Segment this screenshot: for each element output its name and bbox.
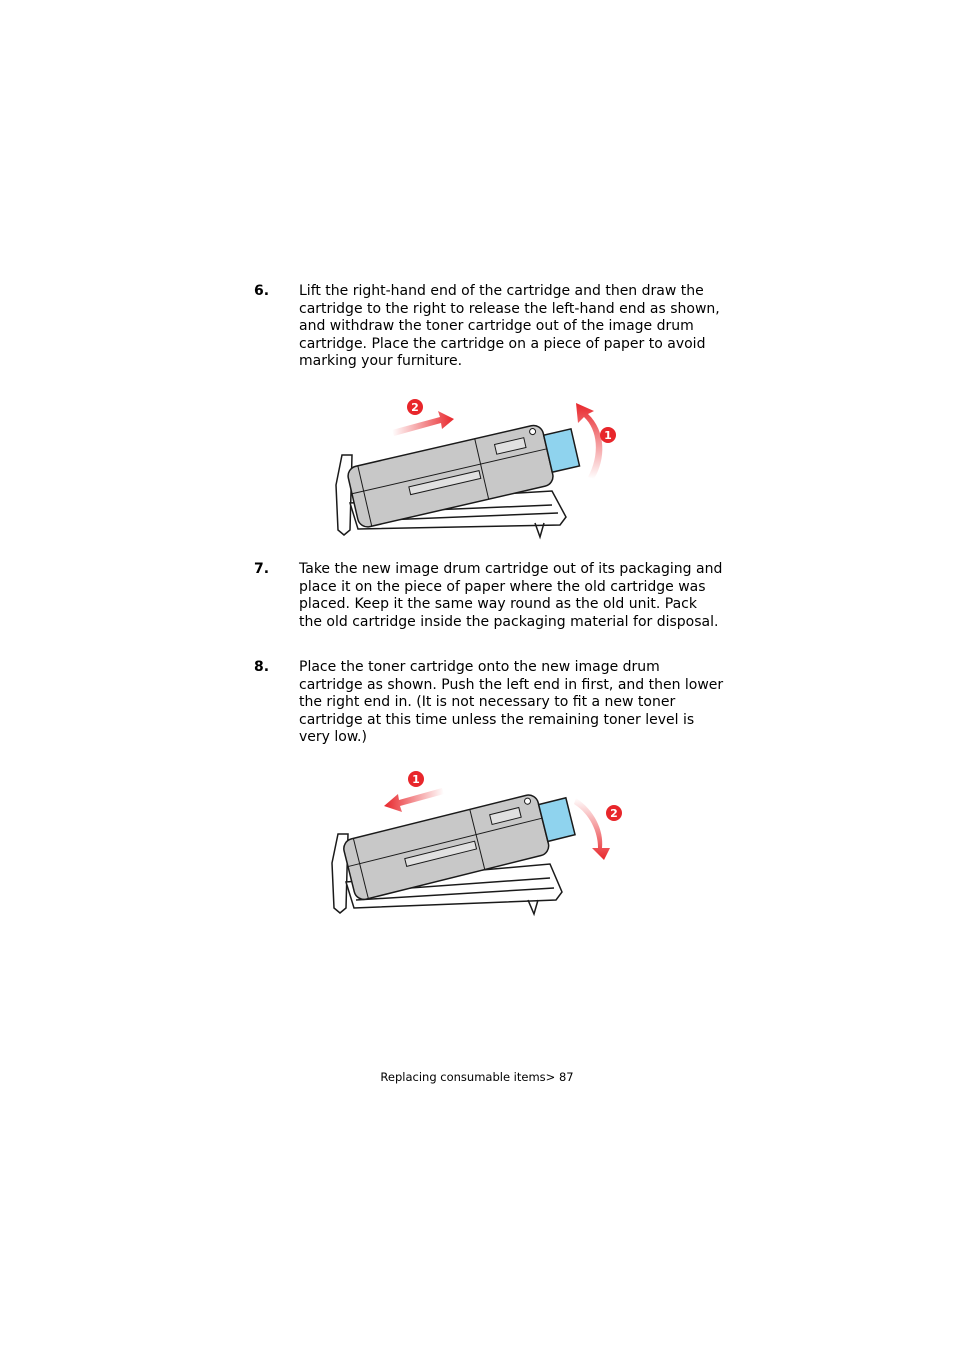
- figure-remove-toner: [330, 395, 630, 545]
- svg-text:2: 2: [610, 807, 618, 820]
- svg-text:1: 1: [604, 429, 612, 442]
- arrow-draw-right: [392, 411, 454, 436]
- arrow-lower: [574, 798, 610, 860]
- figure-insert-toner: [328, 768, 628, 918]
- step-text: Take the new image drum cartridge out of its packaging and place it on the piece of paper where the old cartridge was placed. Keep it the same way round as the old unit. Pack the old cartridge inside the packaging material for disposal.: [299, 561, 723, 630]
- step-number: 6.: [254, 283, 270, 299]
- svg-text:1: 1: [412, 773, 420, 786]
- marker-1: [600, 427, 616, 443]
- arrow-lift: [576, 403, 602, 479]
- marker-1: [408, 771, 424, 787]
- svg-text:2: 2: [411, 401, 419, 414]
- page-footer: Replacing consumable items> 87: [380, 1070, 574, 1084]
- marker-2: [407, 399, 423, 415]
- step-number: 8.: [254, 659, 270, 675]
- marker-2: [606, 805, 622, 821]
- step-number: 7.: [254, 561, 270, 577]
- arrow-push-left: [384, 788, 444, 812]
- step-text: Lift the right-hand end of the cartridge and then draw the cartridge to the right to release the left-hand end as shown, and withdraw the toner cartridge out of the image drum cartridge. Place the cartridge on a piece of paper to avoid marking your furniture.: [299, 283, 720, 370]
- step-text: Place the toner cartridge onto the new image drum cartridge as shown. Push the left end in first, and then lower the right end in. (It is not necessary to fit a new toner cartridge at this time unless the remaining toner level is very low.): [299, 659, 724, 746]
